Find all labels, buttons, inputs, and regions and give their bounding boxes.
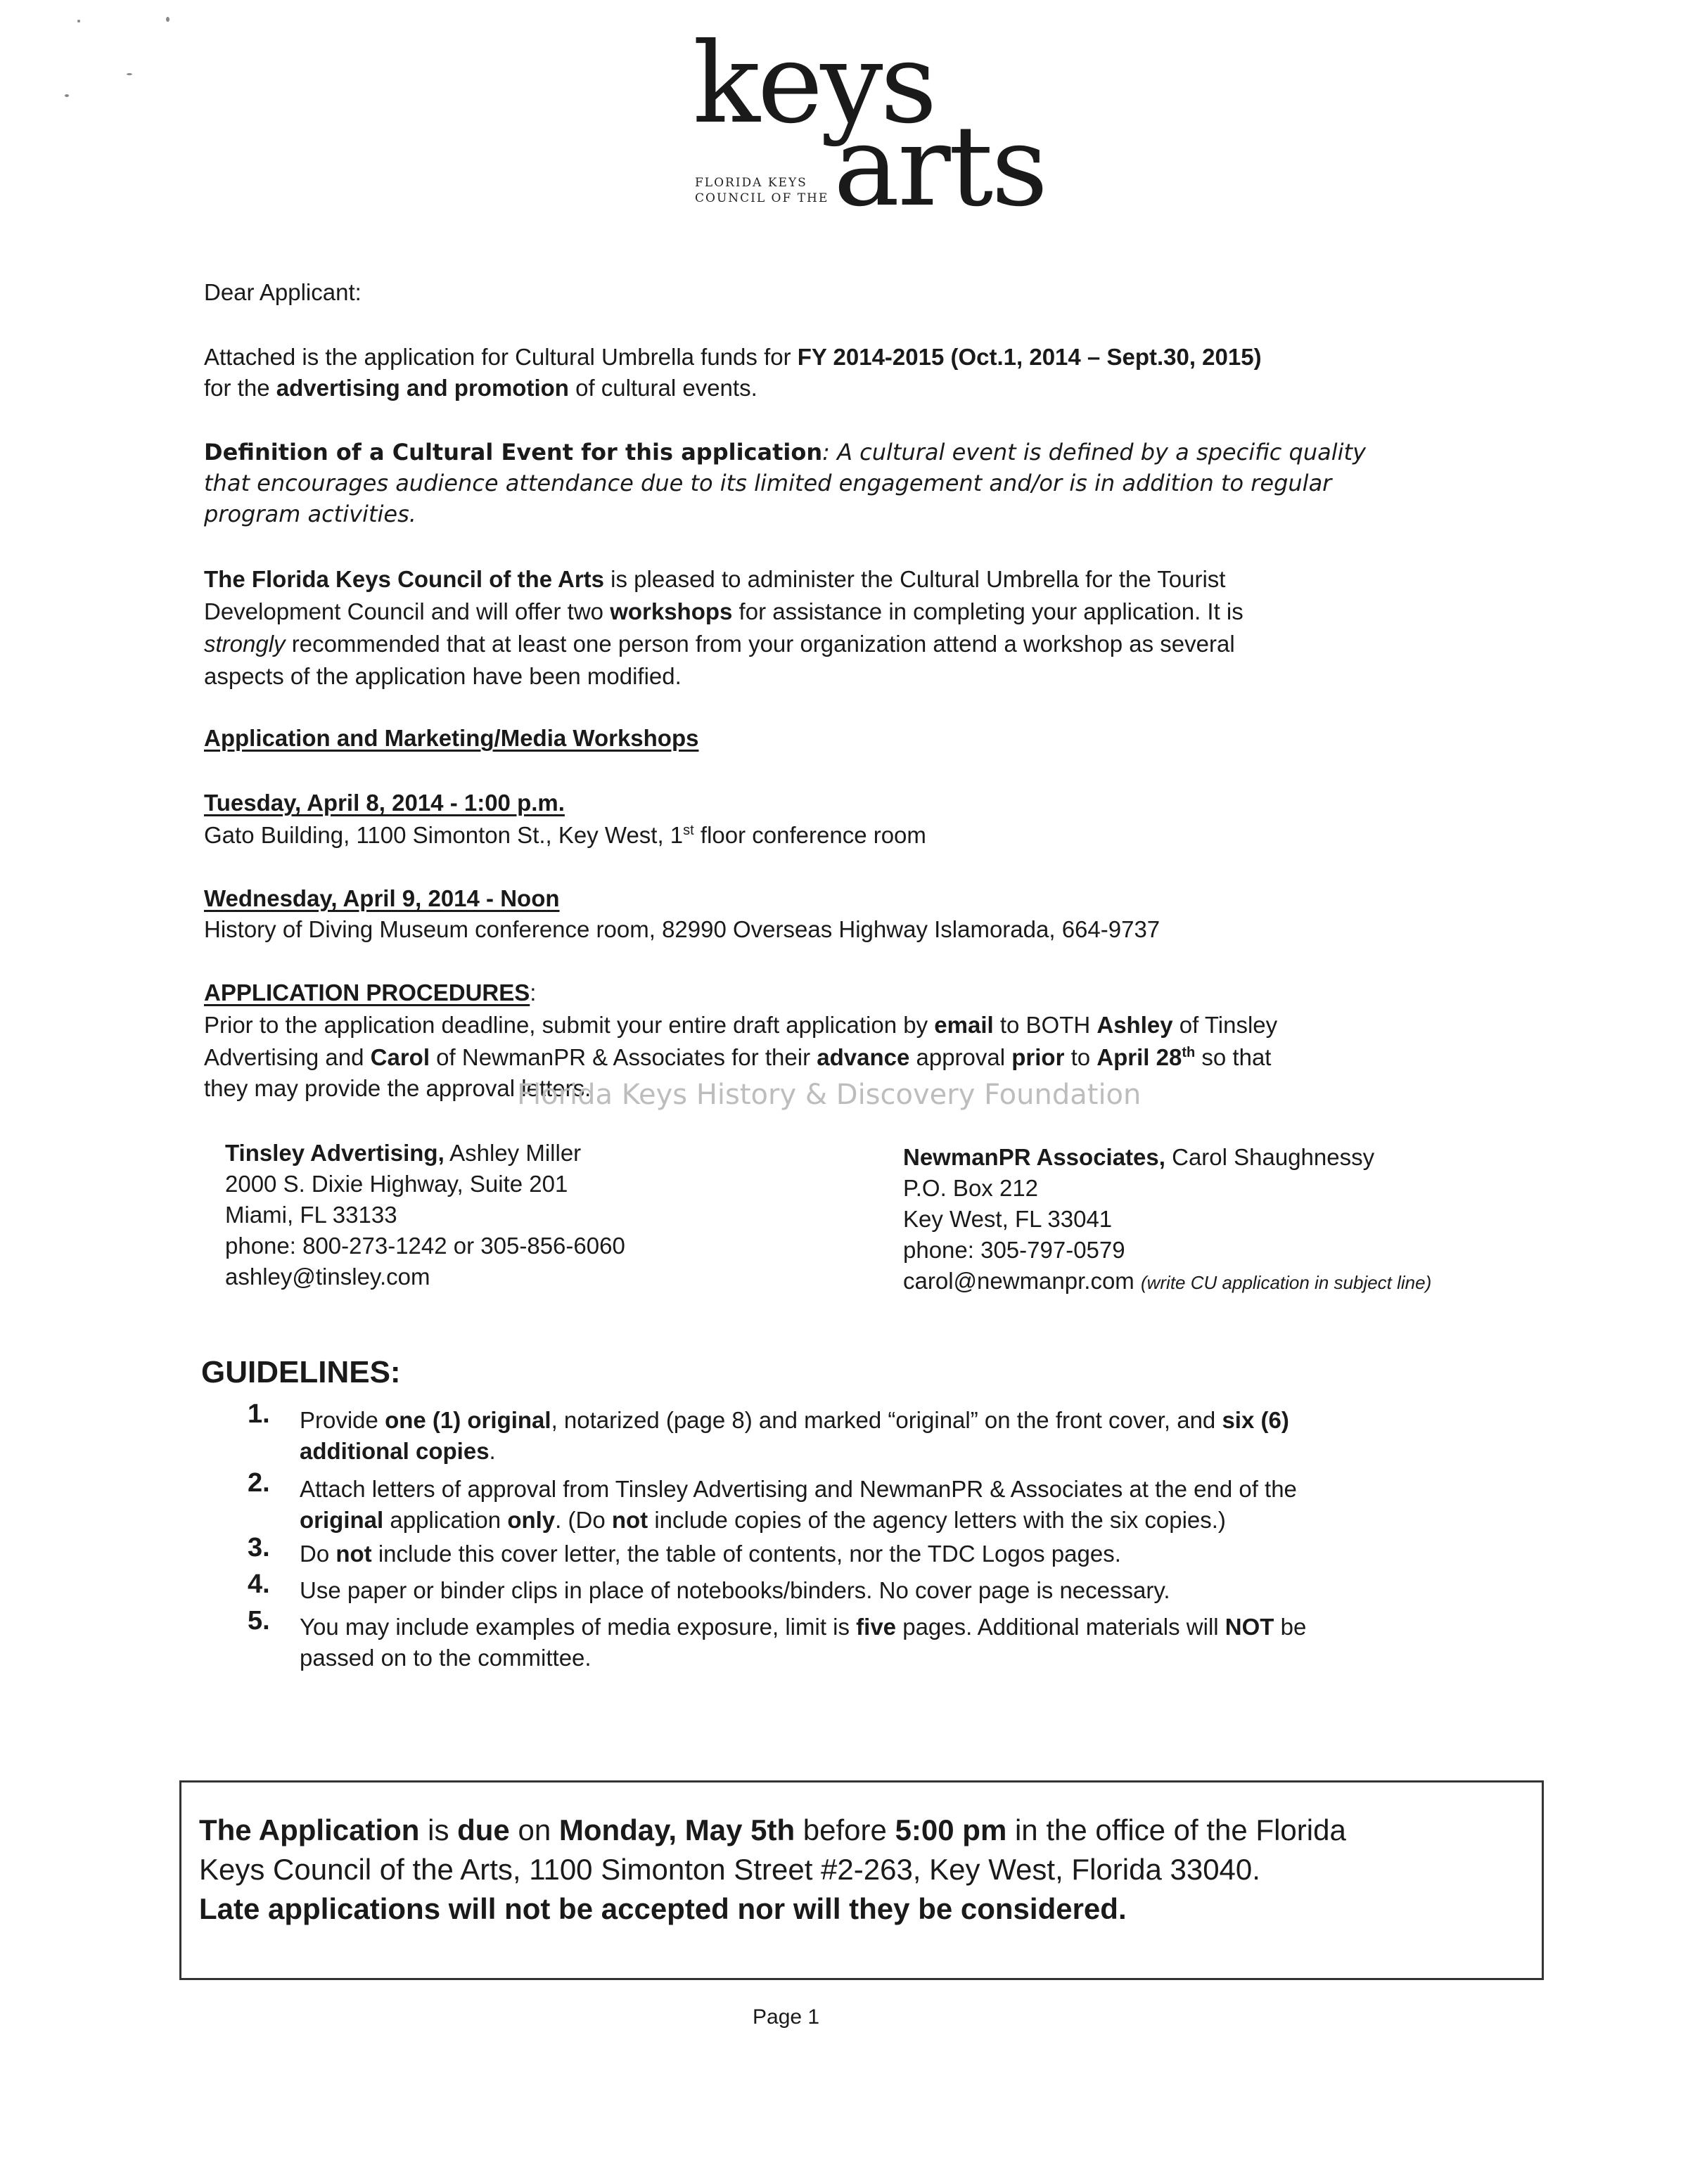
definition-line-3: program activities. [204, 501, 416, 527]
guideline-number: 1. [248, 1399, 270, 1429]
tinsley-email: ashley@tinsley.com [225, 1264, 430, 1290]
guideline-text: Provide one (1) original, notarized (page 8) and marked “original” on the front cover, and six (6) [300, 1407, 1289, 1433]
scan-speck [127, 73, 132, 75]
council-line-2: Development Council and will offer two workshops for assistance in completing your application. It is [204, 598, 1243, 624]
newman-address-2: Key West, FL 33041 [903, 1206, 1113, 1232]
deadline-line-2: Keys Council of the Arts, 1100 Simonton Street #2-263, Key West, Florida 33040. [199, 1853, 1260, 1886]
page-number: Page 1 [753, 2005, 820, 2029]
scan-speck [65, 94, 69, 97]
tinsley-address-1: 2000 S. Dixie Highway, Suite 201 [225, 1171, 568, 1197]
guideline-text-cont: additional copies. [300, 1438, 496, 1464]
newman-name: NewmanPR Associates, Carol Shaughnessy [903, 1144, 1375, 1170]
guideline-text: Use paper or binder clips in place of notebooks/binders. No cover page is necessary. [300, 1577, 1170, 1603]
council-line-3: strongly recommended that at least one person from your organization attend a workshop as several [204, 631, 1235, 657]
tinsley-address-2: Miami, FL 33133 [225, 1202, 397, 1228]
procedures-line-2: Advertising and Carol of NewmanPR & Associates for their advance approval prior to April 28th so that [204, 1044, 1272, 1070]
logo-arts-text: arts [833, 102, 1047, 231]
procedures-line-3: they may provide the approval letters. [204, 1075, 592, 1101]
definition-line-1: Definition of a Cultural Event for this application: A cultural event is defined by a specific quality [204, 439, 1366, 465]
workshops-heading: Application and Marketing/Media Workshops [204, 725, 699, 751]
watermark: Florida Keys History & Discovery Foundation [517, 1079, 1142, 1111]
newman-email-row: carol@newmanpr.com (write CU application in subject line) [903, 1268, 1432, 1294]
deadline-box [179, 1780, 1544, 1980]
logo-small-line2: COUNCIL OF THE [695, 191, 829, 205]
intro-line-2: for the advertising and promotion of cultural events. [204, 375, 757, 401]
scan-speck [166, 17, 170, 22]
procedures-line-1: Prior to the application deadline, submit your entire draft application by email to BOTH Ashley of Tinsley [204, 1012, 1278, 1038]
guideline-number: 3. [248, 1533, 270, 1562]
tinsley-name: Tinsley Advertising, Ashley Miller [225, 1140, 582, 1166]
guideline-text-cont: original application only. (Do not include copies of the agency letters with the six copies.) [300, 1507, 1226, 1533]
procedures-heading: APPLICATION PROCEDURES: [204, 979, 537, 1006]
intro-line-1: Attached is the application for Cultural Umbrella funds for FY 2014-2015 (Oct.1, 2014 – Sept.30, 2015) [204, 344, 1262, 370]
workshop-2-date: Wednesday, April 9, 2014 - Noon [204, 885, 560, 911]
guideline-number: 2. [248, 1468, 270, 1498]
deadline-line-1: The Application is due on Monday, May 5th before 5:00 pm in the office of the Florida [199, 1813, 1346, 1846]
guidelines-heading: GUIDELINES: [201, 1355, 401, 1389]
guideline-number: 4. [248, 1569, 270, 1599]
salutation: Dear Applicant: [204, 279, 362, 305]
definition-line-2: that encourages audience attendance due to its limited engagement and/or is in addition to regular [204, 470, 1332, 496]
scan-speck [77, 20, 80, 23]
workshop-1-location: Gato Building, 1100 Simonton St., Key West, 1st floor conference room [204, 822, 926, 848]
guideline-text-cont: passed on to the committee. [300, 1645, 592, 1671]
guideline-text: Attach letters of approval from Tinsley Advertising and NewmanPR & Associates at the end of the [300, 1476, 1297, 1502]
council-line-4: aspects of the application have been modified. [204, 663, 682, 689]
logo-small-line1: FLORIDA KEYS [695, 176, 807, 190]
workshop-2-location: History of Diving Museum conference room, 82990 Overseas Highway Islamorada, 664-9737 [204, 916, 1160, 942]
guideline-text: You may include examples of media exposure, limit is five pages. Additional materials will NOT be [300, 1614, 1307, 1640]
council-line-1: The Florida Keys Council of the Arts is pleased to administer the Cultural Umbrella for the Tourist [204, 566, 1226, 592]
tinsley-phone: phone: 800-273-1242 or 305-856-6060 [225, 1233, 625, 1259]
guideline-number: 5. [248, 1606, 270, 1636]
guideline-text: Do not include this cover letter, the table of contents, nor the TDC Logos pages. [300, 1541, 1121, 1567]
workshop-1-date: Tuesday, April 8, 2014 - 1:00 p.m. [204, 790, 565, 816]
newman-phone: phone: 305-797-0579 [903, 1237, 1125, 1263]
logo-keys-text: keys [693, 19, 935, 148]
newman-address-1: P.O. Box 212 [903, 1175, 1039, 1201]
deadline-line-3: Late applications will not be accepted nor will they be considered. [199, 1892, 1127, 1925]
